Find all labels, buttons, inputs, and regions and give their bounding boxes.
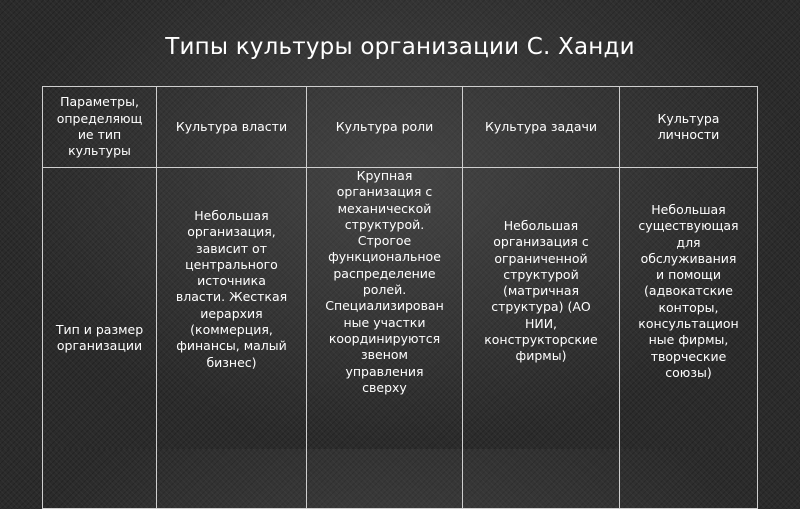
power-culture-description: Небольшая организация, зависит от центрального источника власти. Жесткая иерархия (коммерция, финансы, малый бизнес) — [175, 208, 288, 370]
header-label-role-culture: Культура роли — [335, 118, 434, 134]
person-culture-cell — [620, 168, 758, 509]
power-culture-cell — [157, 168, 307, 509]
header-cell-power-culture — [157, 87, 307, 168]
table-row — [43, 168, 758, 509]
role-culture-description: Крупная организация с механической структурой. Строгое функциональное распределение ролей. Специализирован ные участки координируются звеном управления сверху — [325, 168, 444, 395]
row-label-cell — [43, 168, 157, 509]
header-cell-person-culture — [620, 87, 758, 168]
task-culture-cell — [463, 168, 620, 509]
header-label-task-culture: Культура задачи — [485, 118, 597, 134]
culture-types-table — [42, 86, 758, 509]
table-header-row — [43, 87, 758, 168]
slide-title: Типы культуры организации С. Ханди — [165, 34, 635, 60]
task-culture-description: Небольшая организация с ограниченной структурой (матричная структура) (АО НИИ, конструкторские фирмы) — [484, 218, 598, 364]
header-cell-parameters — [43, 87, 157, 168]
row-label: Тип и размер организации — [55, 321, 144, 353]
header-label-power-culture: Культура власти — [175, 118, 288, 134]
header-cell-task-culture — [463, 87, 620, 168]
person-culture-description: Небольшая существующая для обслуживания и помощи (адвокатские конторы, консультацион ные фирмы, творческие союзы) — [638, 202, 739, 380]
role-culture-cell — [307, 168, 463, 509]
header-label-parameters: Параметры, определяющ ие тип культуры — [56, 94, 143, 159]
header-label-person-culture: Культура личности — [657, 110, 720, 142]
header-cell-role-culture — [307, 87, 463, 168]
